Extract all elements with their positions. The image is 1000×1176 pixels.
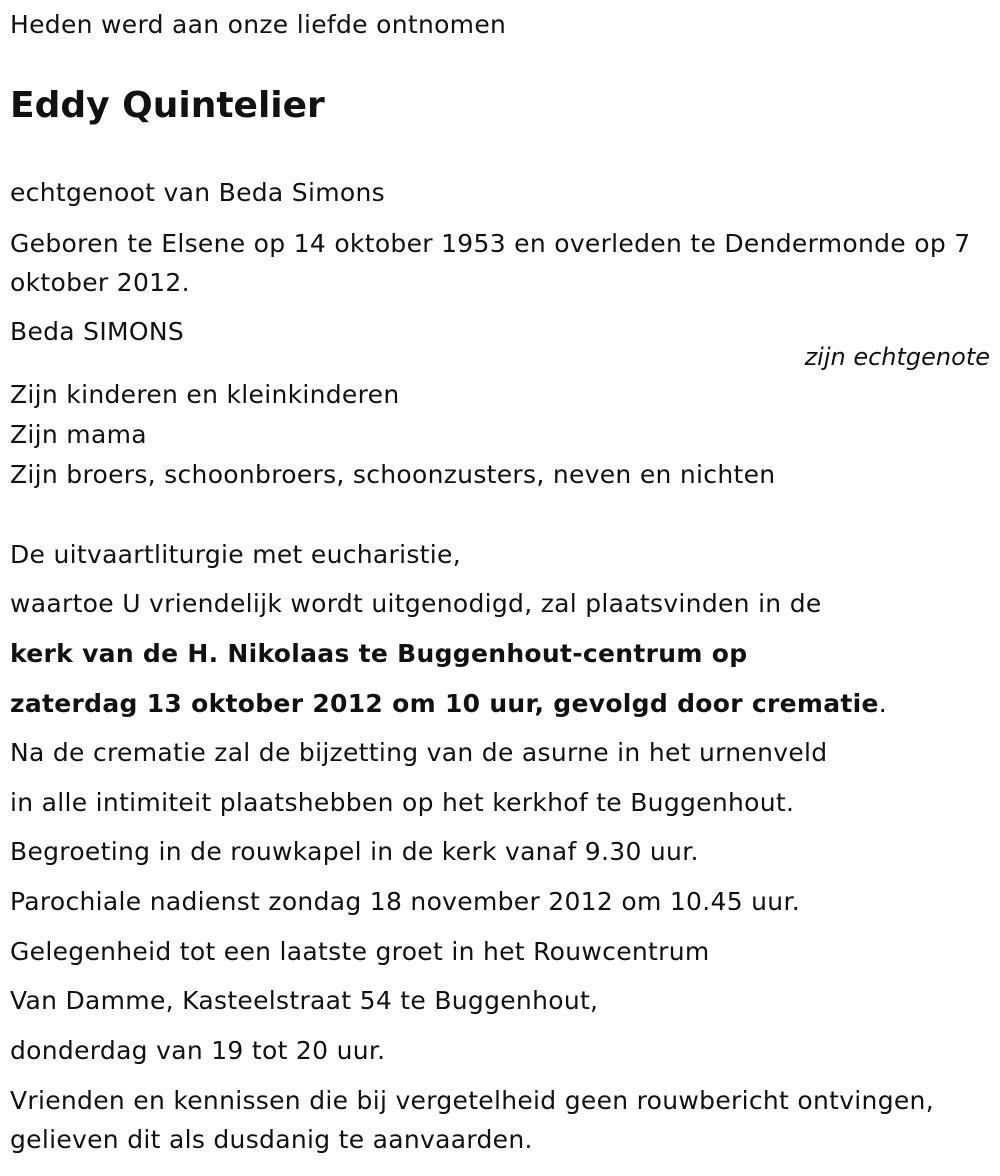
survivor-name: Beda SIMONS xyxy=(10,317,185,346)
funeral-line-9: Gelegenheid tot een laatste groet in het Rouwcentrum xyxy=(10,937,710,966)
deceased-name: Eddy Quintelier xyxy=(10,85,325,126)
spouse-line: echtgenoot van Beda Simons xyxy=(10,178,385,207)
family-line-siblings: Zijn broers, schoonbroers, schoonzusters, neven en nichten xyxy=(10,460,776,489)
funeral-date-line xyxy=(10,689,887,719)
funeral-line-10: Van Damme, Kasteelstraat 54 te Buggenhout, xyxy=(10,986,599,1015)
funeral-line-5: Na de crematie zal de bijzetting van de asurne in het urnenveld xyxy=(10,738,828,767)
funeral-line-1: De uitvaartliturgie met eucharistie, xyxy=(10,540,461,569)
funeral-line-11: donderdag van 19 tot 20 uur. xyxy=(10,1036,386,1065)
family-line-children: Zijn kinderen en kleinkinderen xyxy=(10,380,400,409)
funeral-line-8: Parochiale nadienst zondag 18 november 2012 om 10.45 uur. xyxy=(10,887,800,916)
closing-text: Vrienden en kennissen die bij vergetelheid geen rouwbericht ontvingen, gelieven dit als dusdanig te aanvaarden. xyxy=(10,1086,934,1154)
funeral-line-2: waartoe U vriendelijk wordt uitgenodigd, zal plaatsvinden in de xyxy=(10,589,822,618)
funeral-date-bold: zaterdag 13 oktober 2012 om 10 uur, gevolgd door crematie xyxy=(10,689,879,718)
funeral-church-line: kerk van de H. Nikolaas te Buggenhout-centrum op xyxy=(10,639,748,668)
funeral-date-punct: . xyxy=(878,689,887,718)
survivor-role: zijn echtgenote xyxy=(804,343,990,371)
funeral-line-7: Begroeting in de rouwkapel in de kerk vanaf 9.30 uur. xyxy=(10,837,699,866)
family-line-mother: Zijn mama xyxy=(10,420,147,449)
funeral-line-6: in alle intimiteit plaatshebben op het kerkhof te Buggenhout. xyxy=(10,788,795,817)
intro-text: Heden werd aan onze liefde ontnomen xyxy=(10,10,507,39)
birth-death-text: Geboren te Elsene op 14 oktober 1953 en overleden te Dendermonde op 7 oktober 2012. xyxy=(10,229,971,297)
